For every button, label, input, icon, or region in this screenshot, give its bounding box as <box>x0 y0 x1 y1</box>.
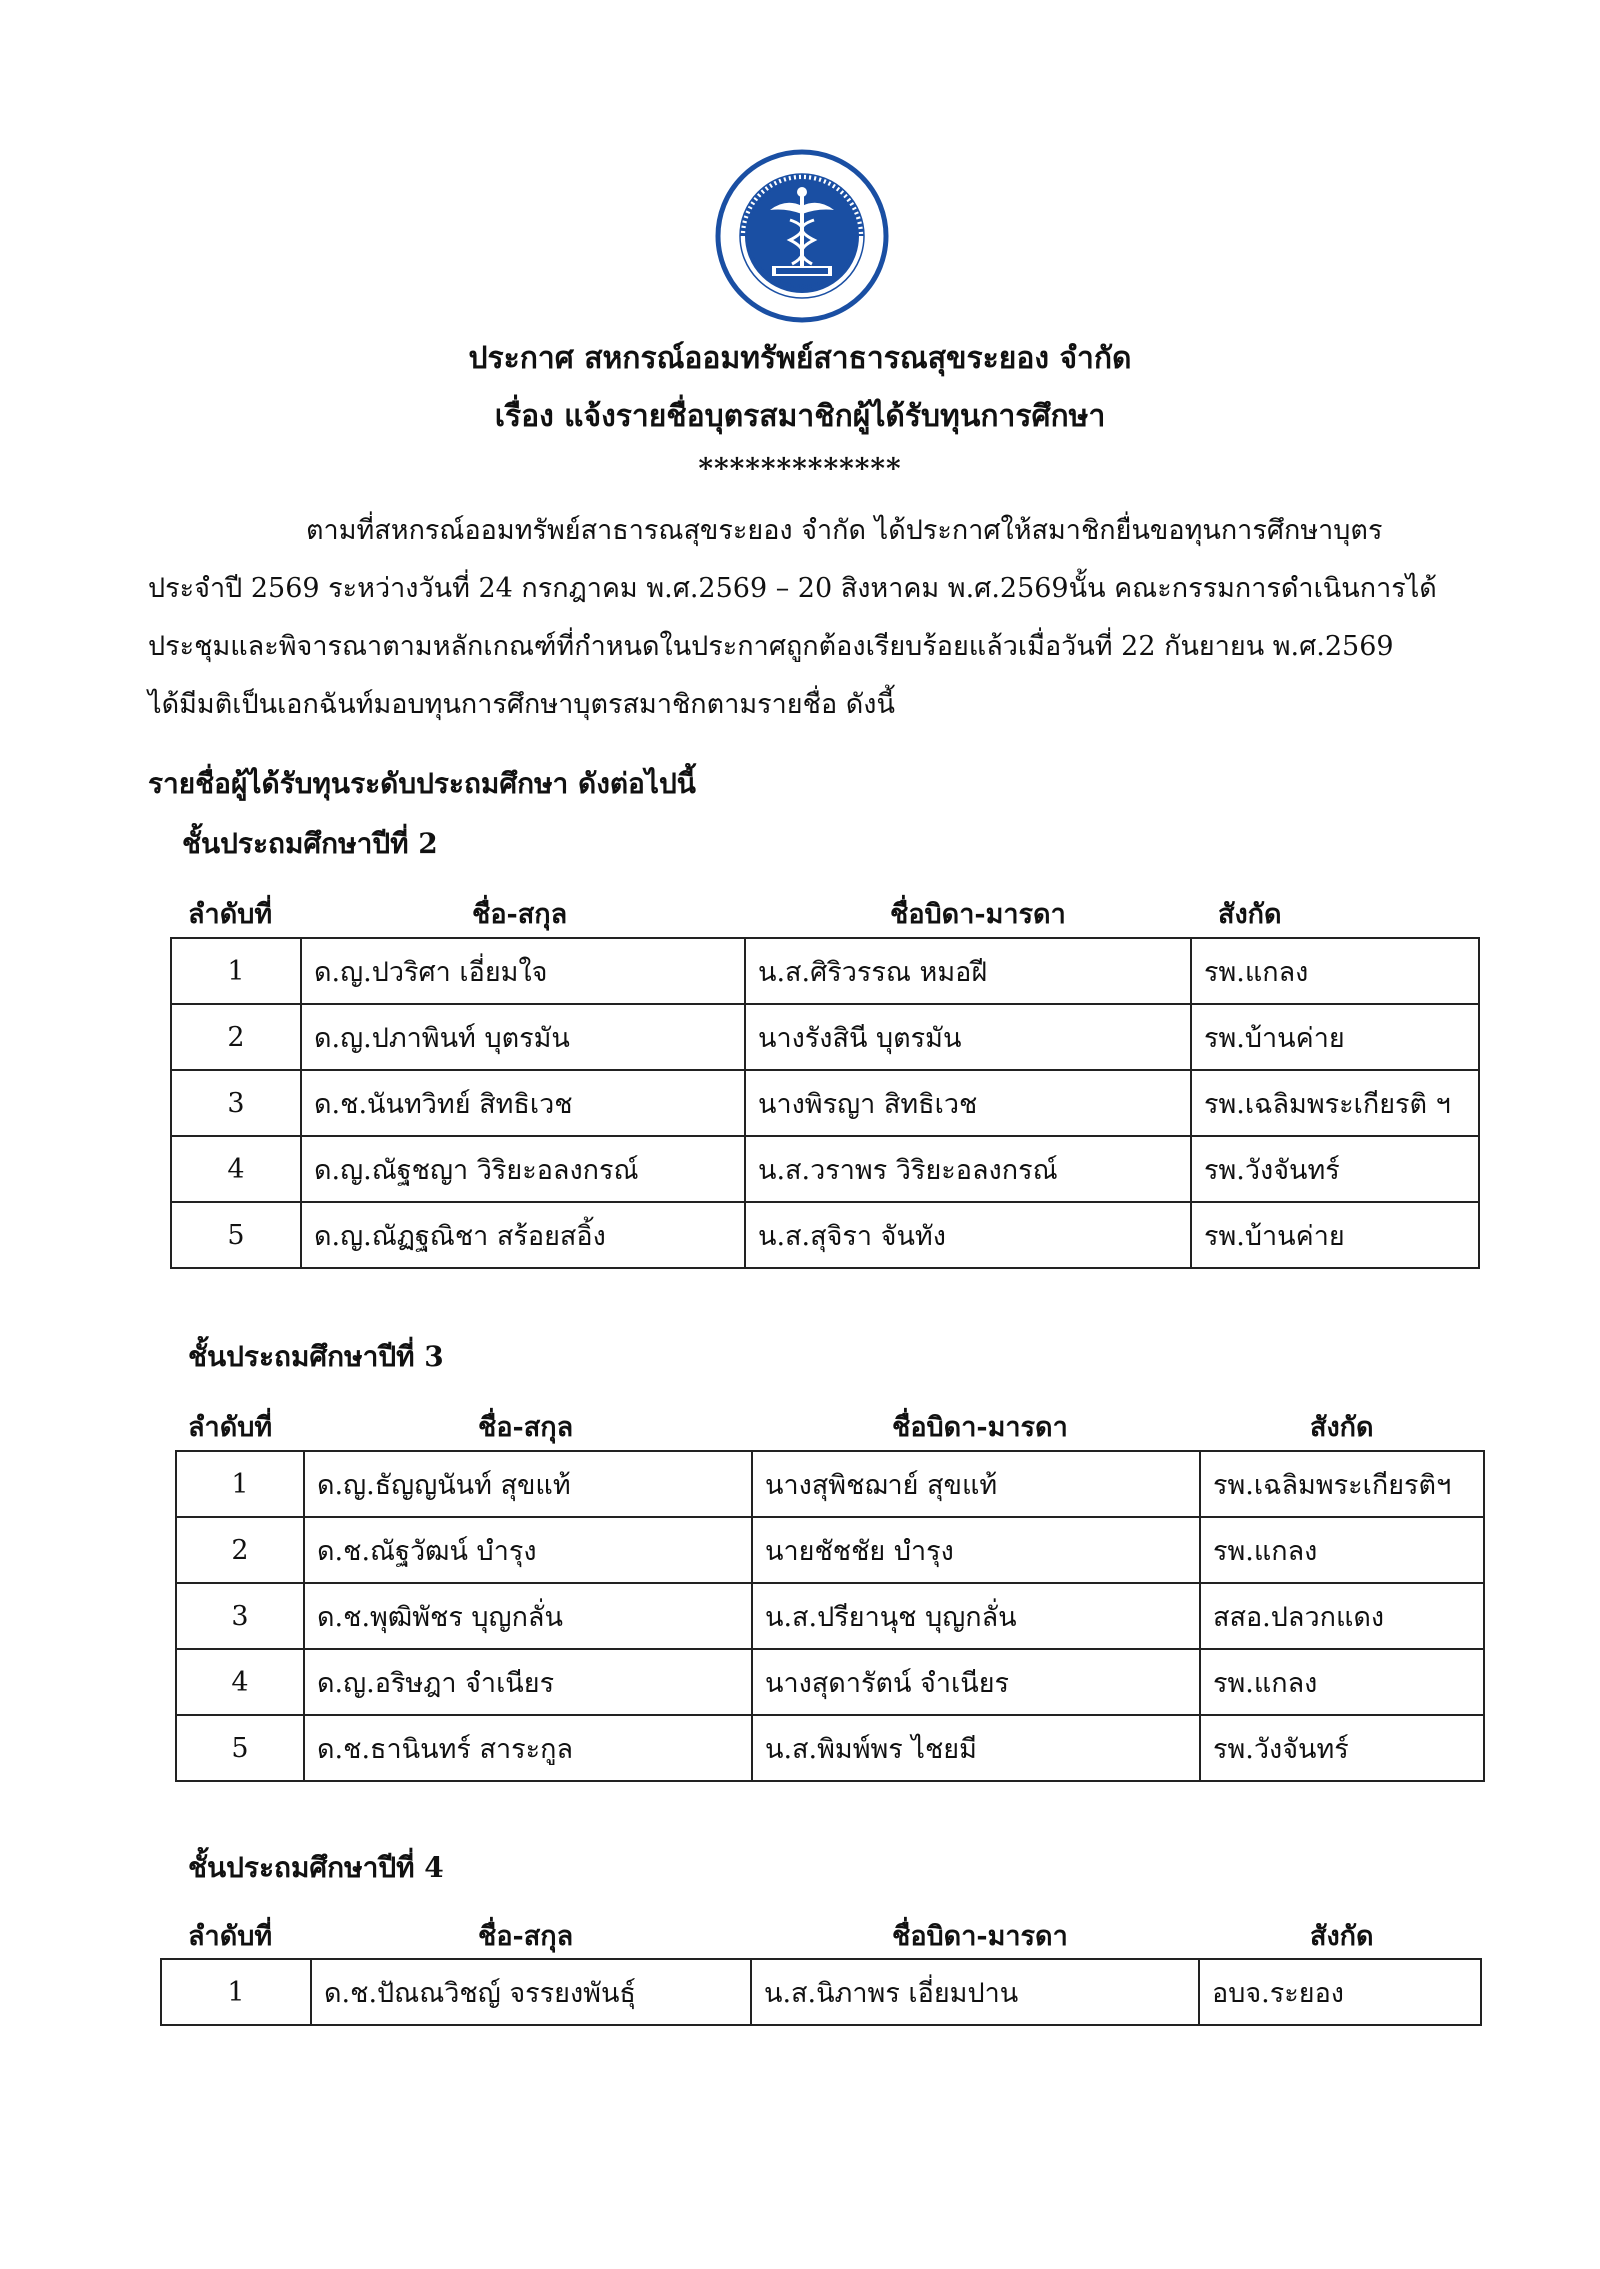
row-no: 3 <box>176 1583 304 1649</box>
affiliation: สสอ.ปลวกแดง <box>1200 1583 1484 1649</box>
affiliation: รพ.แกลง <box>1200 1649 1484 1715</box>
grade-heading: ชั้นประถมศึกษาปีที่ 4 <box>188 1851 444 1884</box>
body-line: ประชุมและพิจารณาตามหลักเกณฑ์ที่กำหนดในประกาศถูกต้องเรียบร้อยแล้วเมื่อวันที่ 22 กันยายน พ.ศ.2569 <box>148 631 1394 662</box>
body-line: ตามที่สหกรณ์ออมทรัพย์สาธารณสุขระยอง จำกัด ได้ประกาศให้สมาชิกยื่นขอทุนการศึกษาบุตร <box>306 515 1383 546</box>
affiliation: รพ.เฉลิมพระเกียรติฯ <box>1200 1451 1484 1517</box>
column-header-no: ลำดับที่ <box>188 1921 273 1952</box>
parent-name: น.ส.ปรียานุช บุญกลั่น <box>752 1583 1200 1649</box>
row-no: 2 <box>176 1517 304 1583</box>
body-line: ประจำปี 2569 ระหว่างวันที่ 24 กรกฎาคม พ.ศ.2569 – 20 สิงหาคม พ.ศ.2569นั้น คณะกรรมการดำเนินการได้ <box>148 573 1437 604</box>
student-name: ด.ญ.ปวริศา เอี่ยมใจ <box>301 938 745 1004</box>
table-row <box>176 1451 1484 1517</box>
grade-heading: ชั้นประถมศึกษาปีที่ 2 <box>182 827 438 860</box>
column-header-no: ลำดับที่ <box>188 1412 273 1443</box>
row-no: 1 <box>176 1451 304 1517</box>
affiliation: รพ.วังจันทร์ <box>1200 1715 1484 1781</box>
row-no: 1 <box>171 938 301 1004</box>
column-header-name: ชื่อ-สกุล <box>478 1412 574 1443</box>
row-no: 2 <box>171 1004 301 1070</box>
grade4-table <box>160 1958 1482 2026</box>
table-row <box>161 1959 1481 2025</box>
column-header-affiliation: สังกัด <box>1218 899 1282 930</box>
table-row <box>176 1583 1484 1649</box>
announcement-subject: เรื่อง แจ้งรายชื่อบุตรสมาชิกผู้ได้รับทุนการศึกษา <box>494 399 1106 434</box>
column-header-parent: ชื่อบิดา-มารดา <box>892 1921 1068 1952</box>
parent-name: นางสุดารัตน์ จำเนียร <box>752 1649 1200 1715</box>
parent-name: น.ส.ศิริวรรณ หมอฝี <box>745 938 1191 1004</box>
column-header-name: ชื่อ-สกุล <box>472 899 568 930</box>
affiliation: รพ.แกลง <box>1191 938 1479 1004</box>
parent-name: นางสุพิชฌาย์ สุขแท้ <box>752 1451 1200 1517</box>
student-name: ด.ช.นันทวิทย์ สิทธิเวช <box>301 1070 745 1136</box>
parent-name: น.ส.วราพร วิริยะอลงกรณ์ <box>745 1136 1191 1202</box>
row-no: 4 <box>176 1649 304 1715</box>
table-row <box>171 1070 1479 1136</box>
student-name: ด.ช.ณัฐวัฒน์ บำรุง <box>304 1517 752 1583</box>
student-name: ด.ช.ปัณณวิชญ์ จรรยงพันธุ์ <box>311 1959 751 2025</box>
student-name: ด.ญ.ณัฐชญา วิริยะอลงกรณ์ <box>301 1136 745 1202</box>
row-no: 5 <box>176 1715 304 1781</box>
parent-name: น.ส.สุจิรา จันทัง <box>745 1202 1191 1268</box>
parent-name: น.ส.นิภาพร เอี่ยมปาน <box>751 1959 1199 2025</box>
parent-name: นางรังสินี บุตรมัน <box>745 1004 1191 1070</box>
table-row <box>171 1004 1479 1070</box>
table-row <box>176 1715 1484 1781</box>
affiliation: รพ.บ้านค่าย <box>1191 1202 1479 1268</box>
affiliation: อบจ.ระยอง <box>1199 1959 1481 2025</box>
row-no: 1 <box>161 1959 311 2025</box>
affiliation: รพ.บ้านค่าย <box>1191 1004 1479 1070</box>
parent-name: นางพิรญา สิทธิเวช <box>745 1070 1191 1136</box>
student-name: ด.ญ.ณัฏฐณิชา สร้อยสอิ้ง <box>301 1202 745 1268</box>
row-no: 5 <box>171 1202 301 1268</box>
cooperative-logo <box>714 148 890 324</box>
column-header-name: ชื่อ-สกุล <box>478 1921 574 1952</box>
table-row <box>176 1649 1484 1715</box>
section-heading: รายชื่อผู้ได้รับทุนระดับประถมศึกษา ดังต่อไปนี้ <box>148 767 696 800</box>
student-name: ด.ช.ธานินทร์ สาระกูล <box>304 1715 752 1781</box>
affiliation: รพ.วังจันทร์ <box>1191 1136 1479 1202</box>
caduceus-seal-icon <box>714 148 890 324</box>
body-paragraph <box>148 502 1448 734</box>
column-header-parent: ชื่อบิดา-มารดา <box>892 1412 1068 1443</box>
student-name: ด.ญ.อริษฎา จำเนียร <box>304 1649 752 1715</box>
grade2-table <box>170 937 1480 1269</box>
announcement-title: ประกาศ สหกรณ์ออมทรัพย์สาธารณสุขระยอง จำกัด <box>468 341 1132 376</box>
table-row <box>171 938 1479 1004</box>
row-no: 4 <box>171 1136 301 1202</box>
column-header-no: ลำดับที่ <box>188 899 273 930</box>
column-header-affiliation: สังกัด <box>1310 1921 1374 1952</box>
row-no: 3 <box>171 1070 301 1136</box>
grade-heading: ชั้นประถมศึกษาปีที่ 3 <box>188 1340 444 1373</box>
student-name: ด.ญ.ธัญญนันท์ สุขแท้ <box>304 1451 752 1517</box>
grade3-table <box>175 1450 1485 1782</box>
column-header-affiliation: สังกัด <box>1310 1412 1374 1443</box>
parent-name: นายชัชชัย บำรุง <box>752 1517 1200 1583</box>
affiliation: รพ.เฉลิมพระเกียรติ ฯ <box>1191 1070 1479 1136</box>
table-row <box>171 1202 1479 1268</box>
student-name: ด.ญ.ปภาพินท์ บุตรมัน <box>301 1004 745 1070</box>
body-line: ได้มีมติเป็นเอกฉันท์มอบทุนการศึกษาบุตรสมาชิกตามรายชื่อ ดังนี้ <box>148 689 895 720</box>
divider-stars: ************* <box>698 452 902 485</box>
table-row <box>176 1517 1484 1583</box>
table-row <box>171 1136 1479 1202</box>
student-name: ด.ช.พุฒิพัชร บุญกลั่น <box>304 1583 752 1649</box>
affiliation: รพ.แกลง <box>1200 1517 1484 1583</box>
parent-name: น.ส.พิมพ์พร ไชยมี <box>752 1715 1200 1781</box>
column-header-parent: ชื่อบิดา-มารดา <box>890 899 1066 930</box>
